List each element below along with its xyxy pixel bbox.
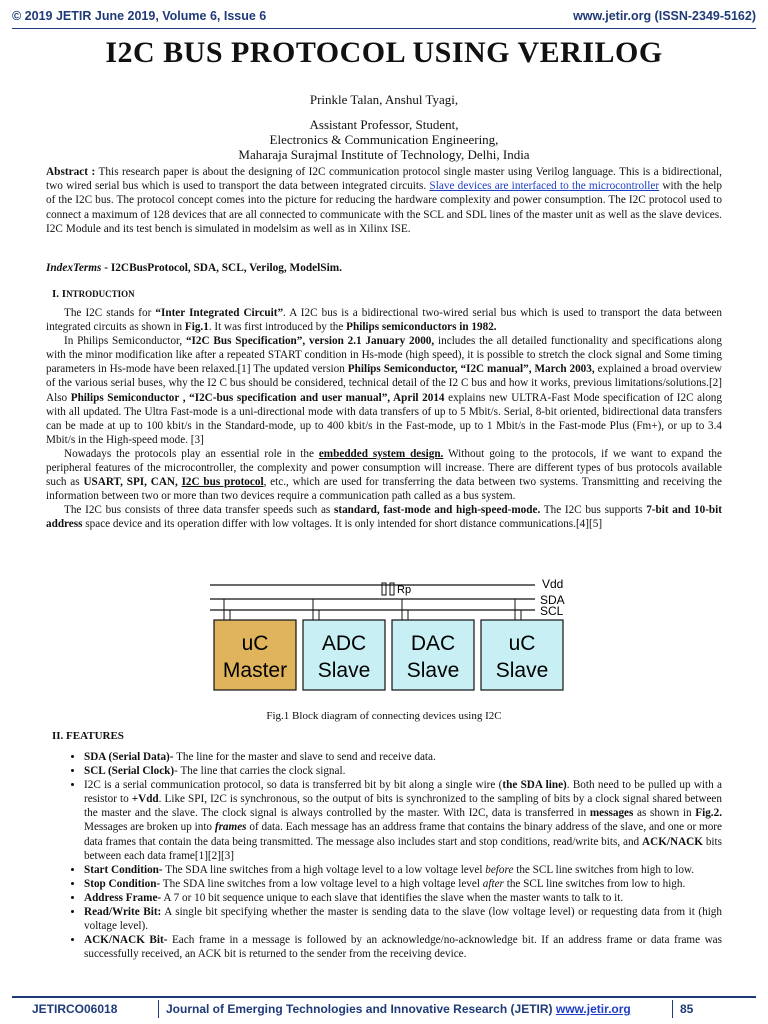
footer-journal: Journal of Emerging Technologies and Innovative Research (JETIR) www.jetir.org <box>166 1002 631 1016</box>
author-role: Assistant Professor, Student, <box>309 117 459 132</box>
feature-item-start: • Start Condition- The SDA line switches from a high voltage level to a low voltage level before the SCL line switches from high to low. <box>84 863 722 877</box>
intro-paragraph-4: The I2C bus consists of three data transfer speeds such as standard, fast-mode and high-speed-mode. The I2C bus supports 7-bit and 10-bit address space device and its operation differ with low voltages. It is only intended for short distance communications.[4][5] <box>46 504 722 531</box>
device-label-1-1: Slave <box>317 659 371 682</box>
author-institution: Maharaja Surajmal Institute of Technology, Delhi, India <box>238 147 530 162</box>
index-terms-label: IndexTerms <box>46 262 102 274</box>
section-heading-features: II. FEATURES <box>52 730 124 742</box>
i2c-block-diagram <box>210 575 565 695</box>
header-website[interactable]: www.jetir.org (ISSN-2349-5162) <box>573 9 756 23</box>
device-label-0-1: Master <box>222 659 288 682</box>
intro-paragraph-2: In Philips Semiconductor, “I2C Bus Specification”, version 2.1 January 2000, includes the all detailed functionality and specifications along with the minor modification like after a repeated START condition in Hs-mode (high speed), it is possible to stretch the clock signal and Some timing parameters in Hs-mode have been relaxed.[1] The updated version Philips Semiconductor, “I2C manual”, March 2003, explained a broad overview of the various serial buses, why the I2 C bus should be considered, technical detail of the I2 C bus and how it works, previous limitations/solutions.[2] Also Philips Semiconductor , “I2C-bus specification and user manual”, April 2014 explains new ULTRA-Fast Mode specification of I2C along with all updated. The Ultra Fast-mode is a uni-directional mode with data transfers of up to 5 Mbit/s. Serial, 8-bit oriented, bidirectional data transfers can be made at up to 100 kbit/s in the Standard-mode, up to 400 kbit/s in the Fast-mode, up to 1 Mbit/s in the Fast-mode Plus (Fm+), or up to 3.4 Mbit/s in the High-speed mode. [3] <box>46 335 722 446</box>
abstract-text-1: This research paper is about the designing of I2C communication protocol single master using Verilog language. This is a bidirectional, two wired serial bus which is used to transport the data between integrated circuits. <box>46 166 723 193</box>
footer-paper-id: JETIRCO06018 <box>32 1002 118 1016</box>
device-label-1-0: ADC <box>321 632 367 655</box>
figure-caption: Fig.1 Block diagram of connecting devices using I2C <box>266 710 502 722</box>
intro-paragraph-3: Nowadays the protocols play an essential role in the embedded system design. Without going to the protocols, if we want to expand the peripheral features of the microcontroller, the complexity and power consumption will increase. There are different types of bus protocols available such as USART, SPI, CAN, I2C bus protocol, etc., which are used for transferring the data between two systems. Transmitting and receiving the information between two or more than two devices require a communication path called as a bus system. <box>46 447 722 503</box>
sda-label: SDA <box>540 593 565 607</box>
paper-title: I2C BUS PROTOCOL USING VERILOG <box>105 36 663 69</box>
footer-divider-2 <box>672 1000 673 1018</box>
feature-item-readwrite: • Read/Write Bit: A single bit specifying whether the master is sending data to the slave (low voltage level) or requesting data from it (high voltage level). <box>84 905 722 933</box>
device-label-3-1: Slave <box>495 659 549 682</box>
feature-item-sda: • SDA (Serial Data)- The line for the master and slave to send and receive data. <box>84 750 722 764</box>
header-journal-info: © 2019 JETIR June 2019, Volume 6, Issue 6 <box>12 9 267 23</box>
author-names: Prinkle Talan, Anshul Tyagi, <box>309 92 459 107</box>
section-smallcaps: NTRODUCTION <box>66 289 135 299</box>
footer-divider-1 <box>158 1000 159 1018</box>
author-dept: Electronics & Communication Engineering, <box>269 132 499 147</box>
feature-item-address: • Address Frame- A 7 or 10 bit sequence unique to each slave that identifies the slave when the master wants to talk to it. <box>84 891 722 905</box>
section-initial: I <box>61 288 67 300</box>
scl-label: SCL <box>540 604 564 618</box>
feature-item-scl: • SCL (Serial Clock)- The line that carries the clock signal. <box>84 764 722 778</box>
index-terms-text: - I2CBusProtocol, SDA, SCL, Verilog, ModelSim. <box>101 262 342 274</box>
footer-rule <box>12 996 756 998</box>
vdd-label: Vdd <box>542 577 564 591</box>
device-label-2-0: DAC <box>410 632 456 655</box>
section-number: I. <box>52 288 60 300</box>
abstract-text-2: with the help of the I2C bus. The protocol concept comes into the picture for reducing the hardware complexity and power consumption. The I2C protocol used to connect a maximum of 128 devices that are all connected to communicate with the SCL and SDL lines of the master unit as well as the slave devices. I2C Module and its test bench is simulated in modelsim as well as in Xilinx ISE. <box>46 180 723 235</box>
device-label-2-1: Slave <box>406 659 460 682</box>
feature-item-ack: • ACK/NACK Bit- Each frame in a message is followed by an acknowledge/no-acknowledge bit. If an address frame or data frame was successfully received, an ACK bit is returned to the sender from the receiving device. <box>84 933 722 961</box>
page-footer <box>12 1000 756 1020</box>
device-label-0-0: uC <box>241 632 269 655</box>
section-heading-introduction <box>52 288 135 300</box>
author-block <box>0 92 768 162</box>
abstract <box>46 165 722 236</box>
rp-label: Rp <box>397 584 412 596</box>
header-rule <box>12 28 756 29</box>
device-label-3-0: uC <box>508 632 536 655</box>
footer-website-link[interactable]: www.jetir.org <box>555 1002 631 1016</box>
feature-item-stop: • Stop Condition- The SDA line switches from a low voltage level to a high voltage level after the SCL line switches from low to high. <box>84 877 722 891</box>
index-terms <box>46 262 722 274</box>
introduction-body <box>46 306 722 532</box>
footer-page-number: 85 <box>680 1002 694 1016</box>
page-header <box>12 6 756 28</box>
abstract-label: Abstract : <box>46 166 96 178</box>
intro-paragraph-1: The I2C stands for “Inter Integrated Circuit”. A I2C bus is a bidirectional two-wired serial bus which is used to transport the data between integrated circuits as shown in Fig.1. It was first introduced by the Philips semiconductors in 1982. <box>46 307 722 334</box>
feature-item-serial: • I2C is a serial communication protocol, so data is transferred bit by bit along a single wire (the SDA line). Both need to be pulled up with a resistor to +Vdd. Like SPI, I2C is synchronous, so the output of bits is synchronized to the sampling of bits by a clock signal shared between the master and the slave. The clock signal is always controlled by the master. With I2C, data is transferred in messages as shown in Fig.2. Messages are broken up into frames of data. Each message has an address frame that contains the binary address of the slave, and one or more data frames that contain the data being transmitted. The message also includes start and stop conditions, read/write bits, and ACK/NACK bits between each data frame[1][2][3] <box>84 778 722 863</box>
features-list <box>62 750 722 961</box>
abstract-link[interactable]: Slave devices are interfaced to the microcontroller <box>429 180 660 193</box>
